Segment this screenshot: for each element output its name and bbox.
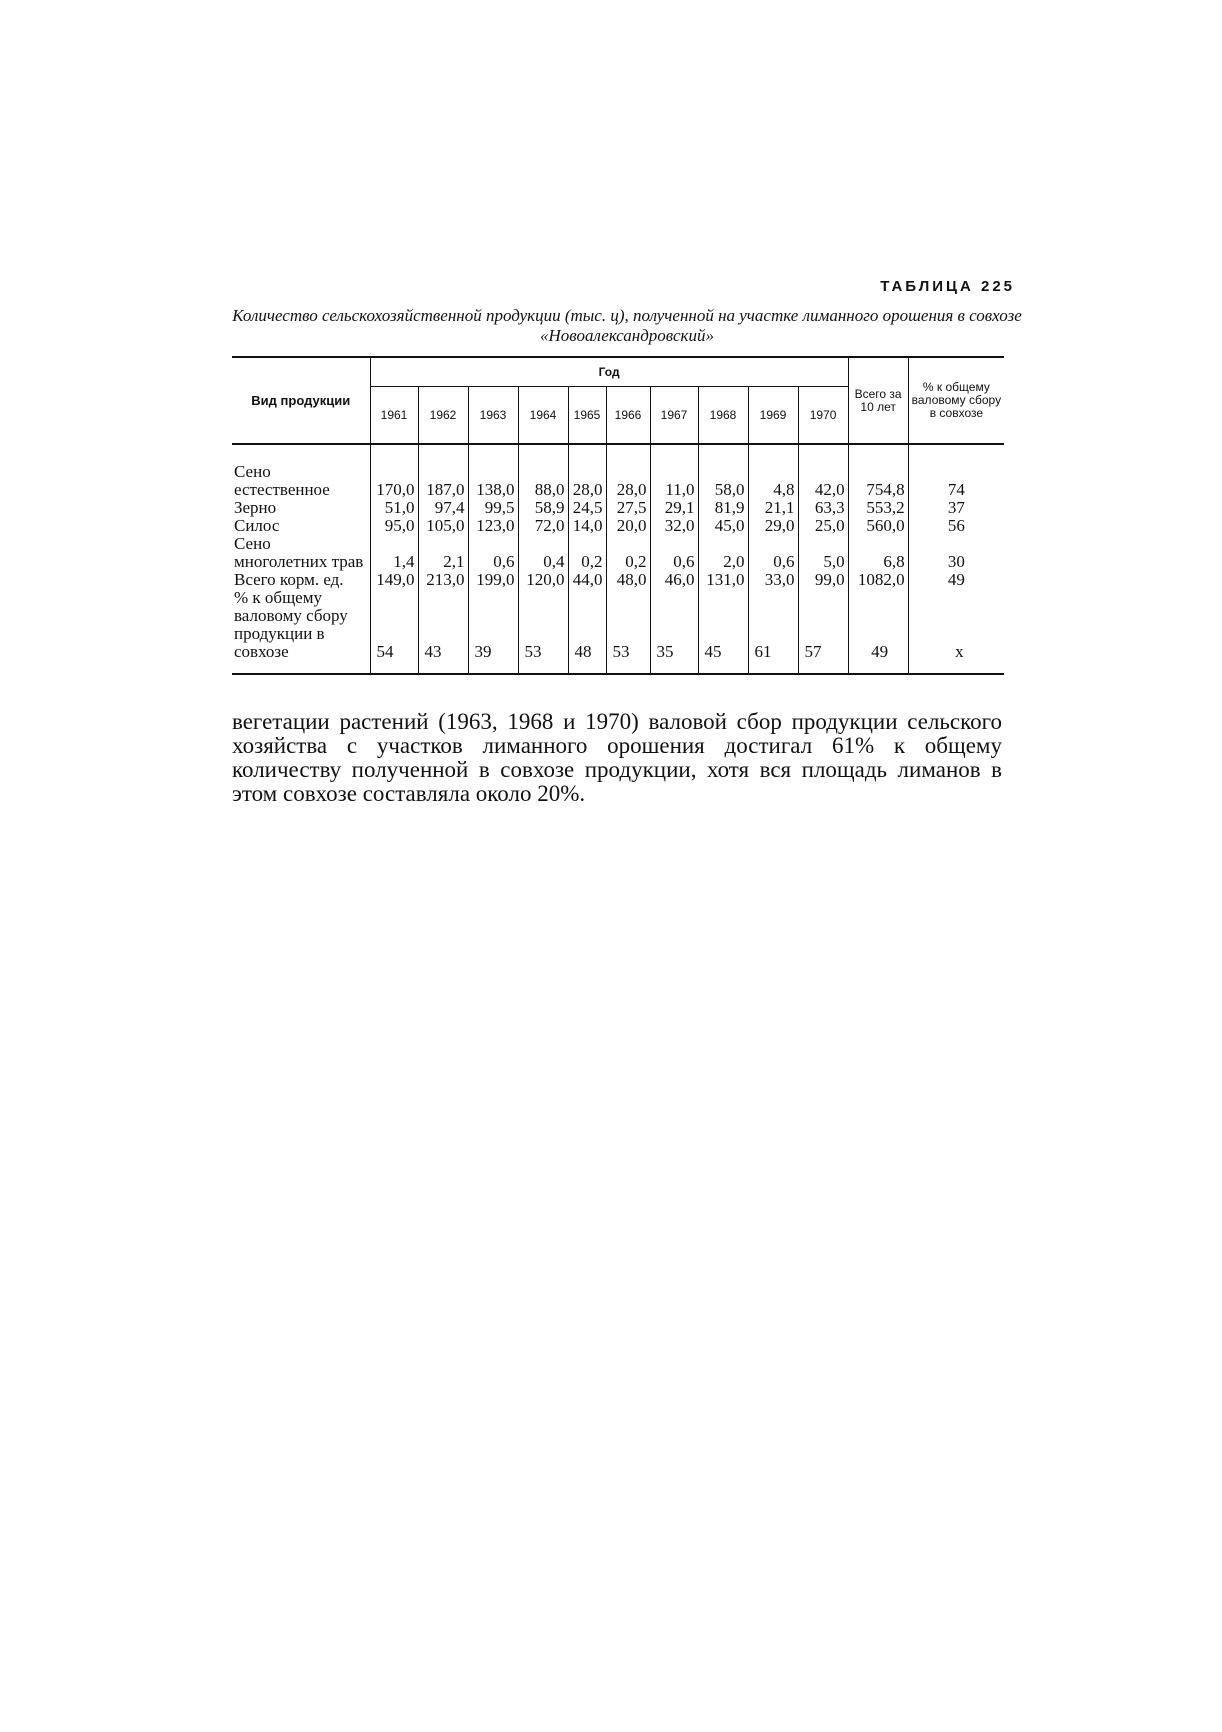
header-year-1963: 1963 [468, 387, 518, 445]
cell-1964: 88,0 [518, 463, 568, 499]
cell-1962: 105,0 [418, 517, 468, 535]
row-label: Силос [234, 516, 280, 535]
cell-1966: 0,2 [606, 535, 650, 571]
cell-1967: 11,0 [650, 463, 698, 499]
header-year-1970: 1970 [798, 387, 848, 445]
cell-1962: 43 [418, 589, 468, 674]
cell-percent: 49 [908, 571, 1004, 589]
cell-1968: 45 [698, 589, 748, 674]
header-year-1969: 1969 [748, 387, 798, 445]
cell-1964: 120,0 [518, 571, 568, 589]
cell-1961: 170,0 [370, 463, 418, 499]
table-number: ТАБЛИЦА 225 [880, 278, 1015, 295]
header-product: Вид продукции [232, 357, 370, 444]
cell-1967: 29,1 [650, 499, 698, 517]
cell-1966: 48,0 [606, 571, 650, 589]
cell-1961: 1,4 [370, 535, 418, 571]
cell-1966: 20,0 [606, 517, 650, 535]
cell-percent: 56 [908, 517, 1004, 535]
table-body [232, 444, 1004, 674]
production-table [232, 356, 1004, 675]
cell-1967: 32,0 [650, 517, 698, 535]
cell-1970: 99,0 [798, 571, 848, 589]
table-caption: Количество сельскохозяйственной продукции (тыс. ц), полученной на участке лиманного орошения в совхозе «Новоалександровский» [232, 306, 1022, 345]
cell-1961: 149,0 [370, 571, 418, 589]
cell-1964: 58,9 [518, 499, 568, 517]
cell-1966: 27,5 [606, 499, 650, 517]
header-year-1967: 1967 [650, 387, 698, 445]
cell-1963: 123,0 [468, 517, 518, 535]
cell-total: 1082,0 [848, 571, 908, 589]
cell-1970: 5,0 [798, 535, 848, 571]
cell-total: 49 [848, 589, 908, 674]
cell-percent: x [908, 589, 1004, 674]
spacer-row [232, 444, 1004, 463]
cell-1963: 39 [468, 589, 518, 674]
cell-1962: 2,1 [418, 535, 468, 571]
row-label: Сено естественное [234, 462, 330, 499]
cell-1970: 63,3 [798, 499, 848, 517]
cell-1963: 0,6 [468, 535, 518, 571]
cell-1967: 46,0 [650, 571, 698, 589]
body-paragraph [232, 710, 1002, 806]
cell-1969: 0,6 [748, 535, 798, 571]
table-row [232, 535, 1004, 571]
cell-1969: 33,0 [748, 571, 798, 589]
cell-1970: 42,0 [798, 463, 848, 499]
cell-1968: 58,0 [698, 463, 748, 499]
row-label: % к общему валовому сбору продукции в совхозе [234, 588, 348, 661]
cell-1970: 25,0 [798, 517, 848, 535]
cell-1965: 0,2 [568, 535, 606, 571]
cell-percent: 37 [908, 499, 1004, 517]
cell-1968: 45,0 [698, 517, 748, 535]
cell-1965: 28,0 [568, 463, 606, 499]
header-year-1961: 1961 [370, 387, 418, 445]
cell-1962: 213,0 [418, 571, 468, 589]
row-label: Всего корм. ед. [234, 570, 344, 589]
cell-percent: 30 [908, 535, 1004, 571]
cell-total: 553,2 [848, 499, 908, 517]
table-row [232, 499, 1004, 517]
table-row [232, 463, 1004, 499]
cell-1965: 44,0 [568, 571, 606, 589]
cell-1964: 0,4 [518, 535, 568, 571]
cell-1961: 95,0 [370, 517, 418, 535]
cell-total: 754,8 [848, 463, 908, 499]
header-percent: % к общему валовому сбору в совхозе [908, 357, 1004, 444]
cell-1968: 131,0 [698, 571, 748, 589]
cell-1970: 57 [798, 589, 848, 674]
cell-1967: 35 [650, 589, 698, 674]
header-year-1966: 1966 [606, 387, 650, 445]
cell-1968: 81,9 [698, 499, 748, 517]
cell-1968: 2,0 [698, 535, 748, 571]
cell-1962: 97,4 [418, 499, 468, 517]
cell-total: 560,0 [848, 517, 908, 535]
cell-1965: 24,5 [568, 499, 606, 517]
header-year-1964: 1964 [518, 387, 568, 445]
header-year-group: Год [370, 357, 848, 387]
row-label: Зерно [234, 498, 277, 517]
header-year-1962: 1962 [418, 387, 468, 445]
paragraph-text: вегетации растений (1963, 1968 и 1970) валовой сбор продукции сельского хозяйства с участков лиманного орошения достигал 61% к общему количеству полученной в совхозе продукции, хотя вся площадь лиманов в этом совхозе составляла около 20%. [232, 709, 1002, 806]
cell-1969: 4,8 [748, 463, 798, 499]
cell-percent: 74 [908, 463, 1004, 499]
table-row [232, 589, 1004, 674]
cell-total: 6,8 [848, 535, 908, 571]
cell-1966: 28,0 [606, 463, 650, 499]
cell-1969: 29,0 [748, 517, 798, 535]
cell-1967: 0,6 [650, 535, 698, 571]
cell-1964: 72,0 [518, 517, 568, 535]
cell-1964: 53 [518, 589, 568, 674]
header-year-1968: 1968 [698, 387, 748, 445]
cell-1969: 61 [748, 589, 798, 674]
cell-1961: 51,0 [370, 499, 418, 517]
cell-1965: 48 [568, 589, 606, 674]
cell-1961: 54 [370, 589, 418, 674]
row-label: Сено многолетних трав [234, 534, 364, 571]
cell-1966: 53 [606, 589, 650, 674]
cell-1963: 199,0 [468, 571, 518, 589]
cell-1963: 138,0 [468, 463, 518, 499]
cell-1965: 14,0 [568, 517, 606, 535]
cell-1969: 21,1 [748, 499, 798, 517]
header-total: Всего за 10 лет [848, 357, 908, 444]
table-row [232, 517, 1004, 535]
cell-1963: 99,5 [468, 499, 518, 517]
table-row [232, 571, 1004, 589]
header-year-1965: 1965 [568, 387, 606, 445]
cell-1962: 187,0 [418, 463, 468, 499]
